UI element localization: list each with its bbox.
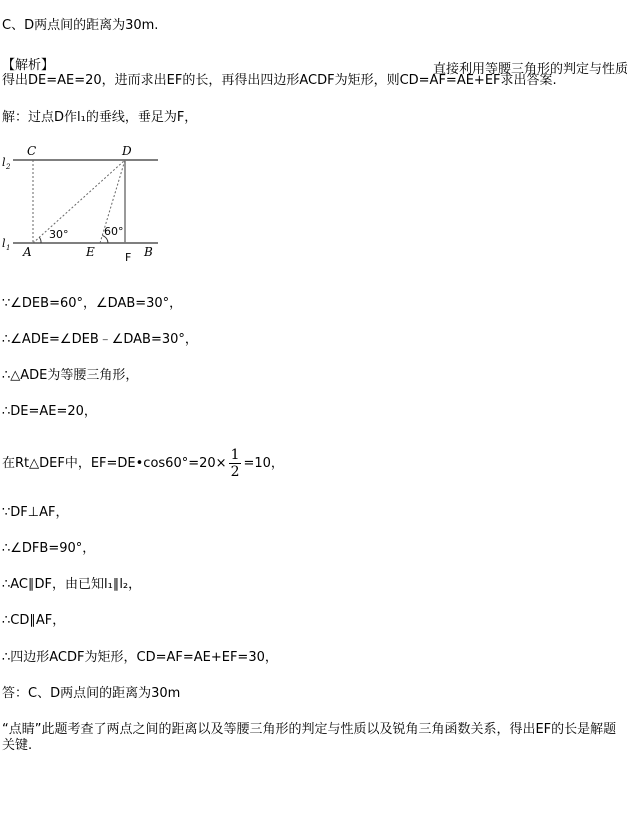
comment: “点睛”此题考查了两点之间的距离以及等腰三角形的判定与性质以及锐角三角函数关系，得出EF的长是解题关键. <box>2 722 617 753</box>
label-l1: l <box>2 237 6 250</box>
geometry-diagram <box>0 140 170 270</box>
step-10: ∴四边形ACDF为矩形，CD=AF=AE+EF=30， <box>2 650 278 665</box>
label-l1-sub: 1 <box>6 244 11 252</box>
analysis-heading: 【解析】 <box>2 58 55 73</box>
label-f: F <box>125 251 132 264</box>
step-4: ∴DE=AE=20， <box>2 404 97 419</box>
fraction-denominator: 2 <box>230 464 240 480</box>
step-6: ∵DF⊥AF， <box>2 505 69 520</box>
previous-conclusion: C、D两点间的距离为30m. <box>2 18 159 33</box>
step-2: ∴∠ADE=∠DEB﹣∠DAB=30°， <box>2 332 198 347</box>
fraction-one-half <box>229 447 242 480</box>
angle-arc-a <box>40 238 42 244</box>
step-5-text: 在Rt△DEF中，EF=DE•cos60°=20× <box>2 456 227 471</box>
step-5-result: =10， <box>243 456 284 471</box>
label-b: B <box>144 245 153 259</box>
answer: 答：C、D两点间的距离为30m <box>2 686 181 701</box>
analysis-text-right: 直接利用等腰三角形的判定与性质 <box>432 62 628 77</box>
fraction-numerator: 1 <box>230 447 240 463</box>
label-e: E <box>86 245 95 259</box>
label-c: C <box>27 144 37 158</box>
step-1: ∵∠DEB=60°，∠DAB=30°， <box>2 296 183 311</box>
step-5 <box>2 447 284 480</box>
step-7: ∴∠DFB=90°， <box>2 541 96 556</box>
label-l2: l <box>2 156 6 169</box>
step-8: ∴AC∥DF，由已知l₁∥l₂， <box>2 577 142 592</box>
label-a: A <box>23 245 32 259</box>
label-d: D <box>122 144 132 158</box>
angle-60-label: 60° <box>104 225 124 238</box>
analysis-text: 得出DE=AE=20，进而求出EF的长，再得出四边形ACDF为矩形，则CD=AF=AE+EF求出答案. <box>2 73 557 88</box>
angle-30-label: 30° <box>49 228 69 241</box>
solution-intro: 解：过点D作l₁的垂线，垂足为F， <box>2 110 198 125</box>
step-9: ∴CD∥AF， <box>2 613 66 628</box>
step-3: ∴△ADE为等腰三角形， <box>2 368 139 383</box>
label-l2-sub: 2 <box>6 163 11 171</box>
